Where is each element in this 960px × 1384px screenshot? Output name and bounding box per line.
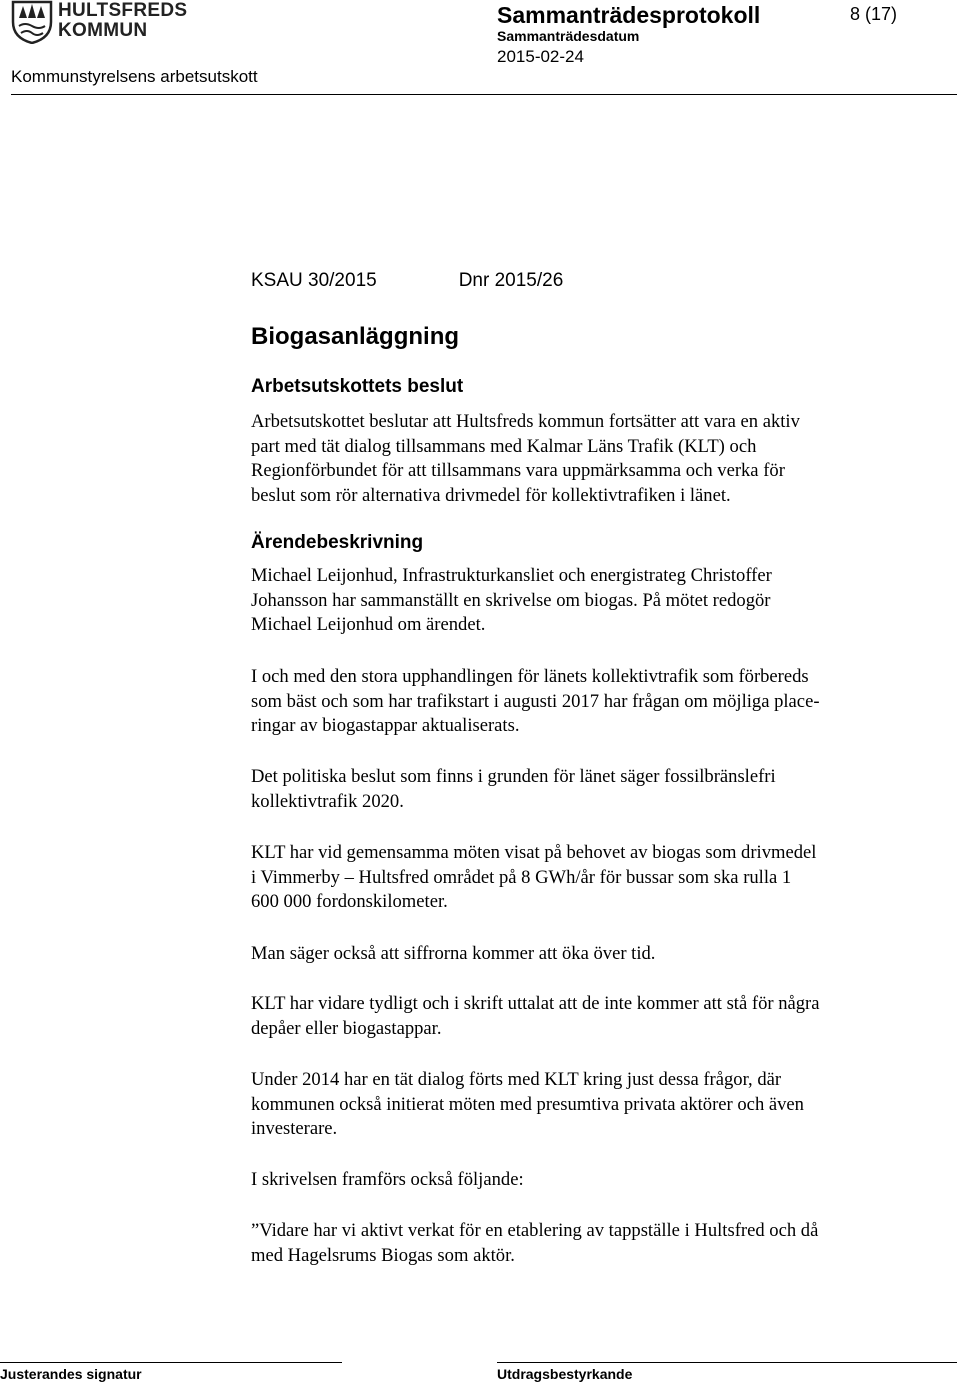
text-line: kollektivtrafik 2020. (251, 790, 404, 812)
coat-of-arms-icon (11, 0, 53, 44)
text-line: I och med den stora upphandlingen för länets kollektivtrafik som förbereds (251, 666, 809, 687)
meeting-date-label: Sammanträdesdatum (497, 28, 640, 44)
certification-label: Utdragsbestyrkande (497, 1366, 633, 1382)
text-line: Under 2014 har en tät dialog förts med KLT kring just dessa frågor, där (251, 1069, 782, 1090)
text-line: Regionförbundet för att tillsammans vara uppmärksamma och verka för (251, 460, 785, 482)
description-paragraph (251, 992, 820, 1041)
text-line: Michael Leijonhud om ärendet. (251, 614, 486, 636)
text-line: Man säger också att siffrorna kommer att öka över tid. (251, 943, 656, 964)
text-line: Arbetsutskottet beslutar att Hultsfreds kommun fortsätter att vara en aktiv (251, 411, 800, 432)
ksau-number: KSAU 30/2015 (251, 270, 377, 291)
logo-text-line2: KOMMUN (58, 20, 148, 41)
municipality-logo (11, 0, 188, 44)
text-line: investerare. (251, 1118, 338, 1140)
text-line: ”Vidare har vi aktivt verkat för en etablering av tappställe i Hultsfred och då (251, 1220, 819, 1241)
decision-heading: Arbetsutskottets beslut (251, 376, 464, 397)
description-paragraph (251, 942, 655, 967)
description-heading: Ärendebeskrivning (251, 532, 424, 553)
text-line: part med tät dialog tillsammans med Kalmar Läns Trafik (KLT) och (251, 435, 757, 457)
description-paragraph (251, 765, 776, 814)
text-line: med Hagelsrums Biogas som aktör. (251, 1244, 515, 1266)
text-line: I skrivelsen framförs också följande: (251, 1169, 524, 1190)
text-line: KLT har vid gemensamma möten visat på behovet av biogas som drivmedel (251, 842, 817, 863)
certification-line (497, 1362, 957, 1363)
text-line: KLT har vidare tydligt och i skrift uttalat att de inte kommer att stå för några (251, 993, 820, 1014)
header-divider (11, 94, 957, 95)
text-line: Michael Leijonhud, Infrastrukturkansliet och energistrateg Christoffer (251, 565, 772, 586)
dnr-number: Dnr 2015/26 (458, 270, 564, 291)
case-reference (251, 270, 563, 292)
document-type-title: Sammanträdesprotokoll (497, 2, 761, 28)
page-number: 8 (17) (850, 4, 898, 24)
text-line: Det politiska beslut som finns i grunden för länet säger fossilbränslefri (251, 766, 776, 787)
decision-paragraph (251, 410, 800, 508)
signature-line (0, 1362, 342, 1363)
text-line: kommunen också initierat möten med presumtiva privata aktörer och även (251, 1093, 804, 1115)
text-line: som bäst och som har trafikstart i augusti 2017 har frågan om möjliga place- (251, 690, 820, 712)
quoted-paragraph (251, 1219, 818, 1268)
description-paragraph (251, 841, 816, 915)
description-paragraph (251, 665, 820, 739)
text-line: i Vimmerby – Hultsfred området på 8 GWh/år för bussar som ska rulla 1 (251, 866, 792, 888)
signature-label: Justerandes signatur (0, 1366, 142, 1382)
text-line: depåer eller biogastappar. (251, 1017, 442, 1039)
description-paragraph (251, 1168, 524, 1193)
text-line: 600 000 fordonskilometer. (251, 891, 448, 913)
meeting-date: 2015-02-24 (497, 47, 584, 66)
description-paragraph (251, 564, 772, 638)
committee-name: Kommunstyrelsens arbetsutskott (11, 67, 258, 86)
description-paragraph (251, 1068, 804, 1142)
logo-text-line1: HULTSFREDS (58, 0, 188, 21)
text-line: beslut som rör alternativa drivmedel för kollektivtrafiken i länet. (251, 484, 731, 506)
text-line: Johansson har sammanställt en skrivelse om biogas. På mötet redogör (251, 589, 771, 611)
text-line: ringar av biogastappar aktualiserats. (251, 715, 520, 737)
section-title: Biogasanläggning (251, 323, 460, 350)
